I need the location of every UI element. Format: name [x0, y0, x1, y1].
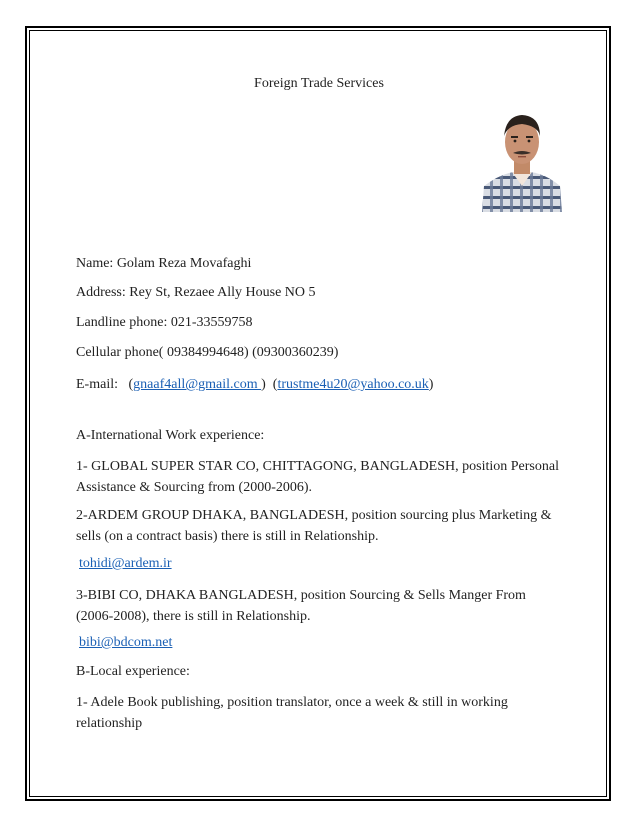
- email-label: E-mail:: [76, 377, 118, 392]
- email-link-bdcom[interactable]: bibi@bdcom.net: [79, 635, 173, 650]
- cellular-line: Cellular phone( 09384994648) (09300360239): [76, 345, 339, 360]
- section-local-heading: B-Local experience:: [76, 664, 190, 679]
- email-link-gmail[interactable]: gnaaf4all@gmail.com: [133, 377, 262, 392]
- name-line: Name: Golam Reza Movafaghi: [76, 256, 252, 271]
- local-experience-item-1: 1- Adele Book publishing, position translator, once a week & still in working relationship: [76, 695, 508, 731]
- experience-item-3: 3-BIBI CO, DHAKA BANGLADESH, position Sourcing & Sells Manger From (2006-2008), there is still in Relationship.: [76, 588, 526, 624]
- email-line: E-mail: (gnaaf4all@gmail.com ) (trustme4u20@yahoo.co.uk): [76, 377, 434, 392]
- landline-line: Landline phone: 021-33559758: [76, 315, 253, 330]
- address-line: Address: Rey St, Rezaee Ally House NO 5: [76, 285, 316, 300]
- email-link-yahoo[interactable]: trustme4u20@yahoo.co.uk: [277, 377, 429, 392]
- section-international-heading: A-International Work experience:: [76, 428, 265, 443]
- email-link-ardem[interactable]: tohidi@ardem.ir: [79, 556, 172, 571]
- profile-photo: [480, 106, 564, 212]
- experience-item-2: 2-ARDEM GROUP DHAKA, BANGLADESH, position sourcing plus Marketing & sells (on a contract basis) there is still in Relationship.: [76, 508, 552, 544]
- experience-item-1: 1- GLOBAL SUPER STAR CO, CHITTAGONG, BANGLADESH, position Personal Assistance & Sourcing from (2000-2006).: [76, 459, 559, 495]
- document-title: Foreign Trade Services: [254, 76, 384, 91]
